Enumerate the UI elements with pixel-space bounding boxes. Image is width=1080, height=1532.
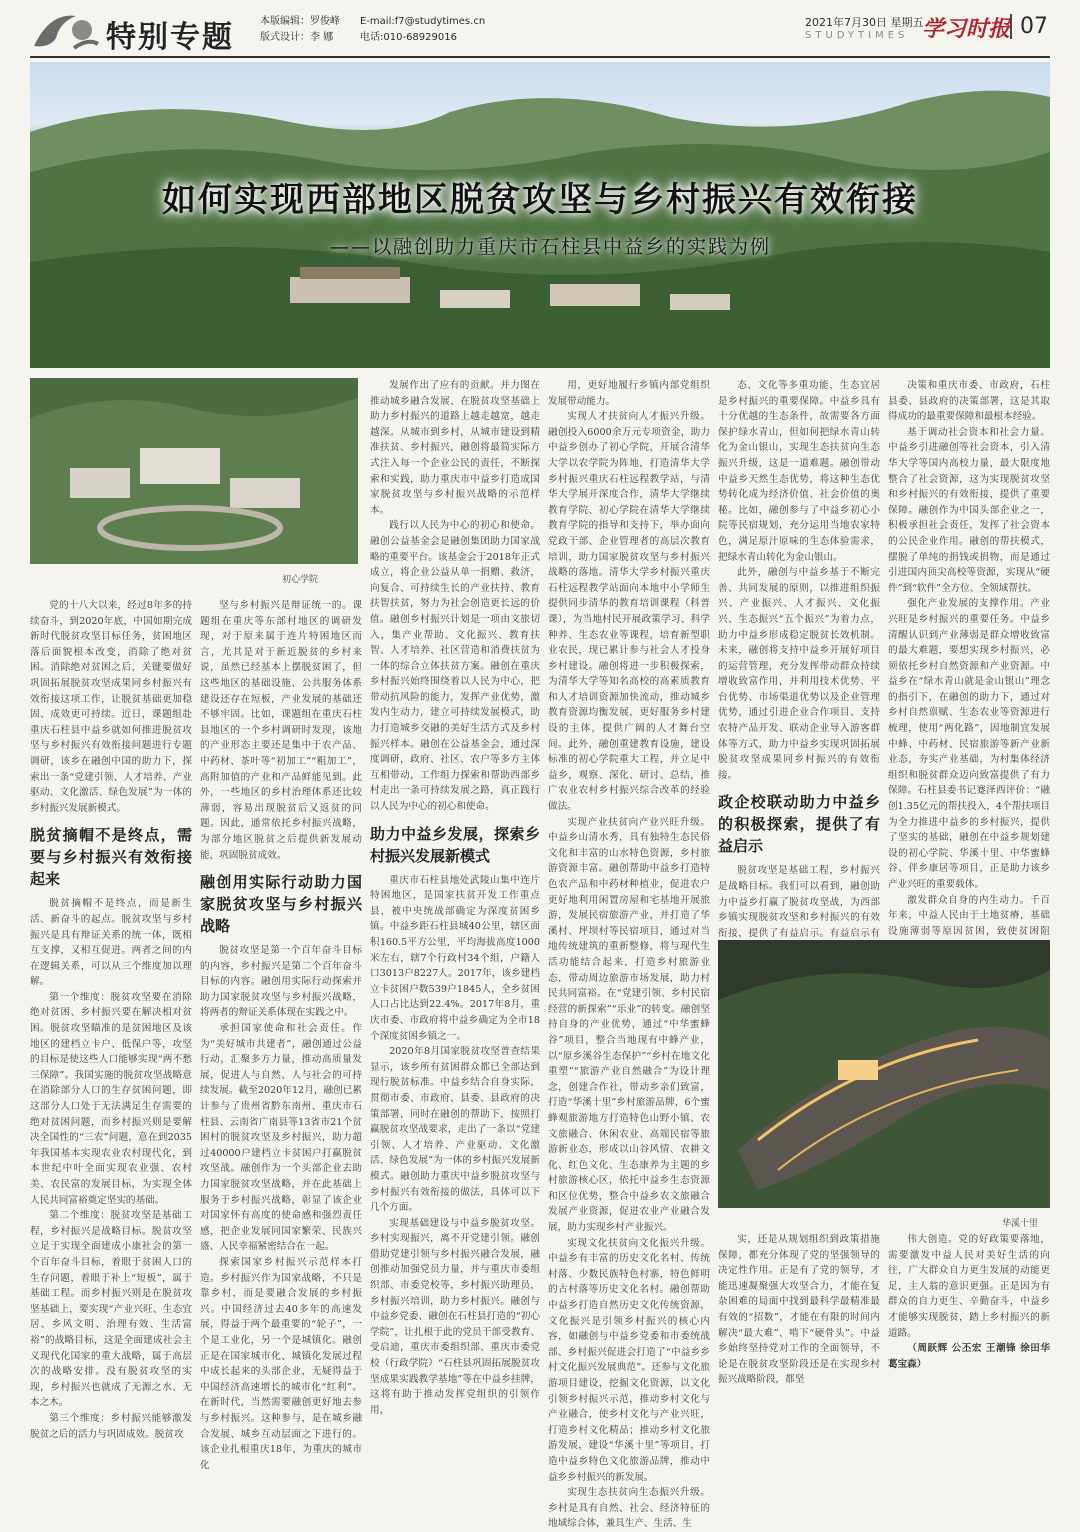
paper-name: 学习时报	[922, 16, 1011, 42]
paragraph: 脱贫摘帽不是终点，而是新生活、新奋斗的起点。脱贫攻坚与乡村振兴是具有辩证关系的统一体，既相互支撑，又相互促进。两者之间的内在逻辑关系，可以从三个维度加以理解。	[30, 898, 192, 988]
paragraph: 坚与乡村振兴是辩证统一的。课题组在重庆等东部村地区的调研发现，对于原来属于连片特困地区而言，尤其是对于新近脱贫的乡村来说，虽然已经基本上摆脱贫困了，但这些地区的基础设施、公共服务体系建设还存在短板，产业发展的基础还不够牢固。比如，课题组在重庆石柱县地区的一个乡村调研时发现，该地的产业形态主要还是集中于农产品、中药材、茶叶等“初加工”“粗加工”，高附加值的产业和产品鲜能见到。此外，一些地区的乡村治理体系还比较薄弱，容易出现脱贫后又返贫的问题。因此，通常依托乡村振兴战略，为部分地区脱贫之后提供新发展动能，巩固脱贫成效。	[200, 600, 362, 861]
subheading-3: 助力中益乡发展，探索乡村振兴发展新模式	[370, 824, 540, 865]
article-title: 如何实现西部地区脱贫攻坚与乡村振兴有效衔接	[162, 180, 918, 220]
paragraph: 发展作出了应有的贡献。并力图在推动城乡融合发展、在脱贫攻坚基础上助力乡村振兴的道路上越走越宽，越走越深。从城市到乡村，从城市建设到精准扶贫、乡村振兴，融创将最简实际方式注入每一个企业公民的责任，不断探索和实践，助力重庆市中益乡打造成国家脱贫攻坚与乡村振兴战略的示范样本。	[370, 380, 540, 516]
paragraph: 此外，融创与中益乡基于不断完善、共同发展的原则，以推进组织振兴、产业振兴、人才振兴、文化振兴、生态振兴“五个振兴”为着力点，助力中益乡形成稳定脱贫长效机制。未来，融创将支持中益乡开展好项目的运营管理，充分发挥带动群众持续增收致富作用，并利用技术优势、平台优势、市场渠道优势以及企业管理优势，通过引进企业合作项目、支持农特产品开发、联动企业导入游客群体等方式，助力中益乡实现巩固拓展脱贫攻坚成果同乡村振兴的有效衔接。	[718, 567, 880, 781]
subheading-1: 脱贫摘帽不是终点，需要与乡村振兴有效衔接起来	[30, 826, 192, 889]
header-rule	[30, 56, 1050, 58]
editor-line: 本版编辑：罗俊峰	[260, 16, 340, 27]
paragraph: 2020年8月国家脱贫攻坚普查结果显示，该乡所有贫困群众都已全部达到现行脱贫标准。中益乡结合自身实际，贯彻市委、市政府、县委、县政府的决策部署，同时在融创的帮助下，按照打赢脱贫攻坚战要求，走出了一条以“党建引领、人才培养、产业驱动、文化激活、绿色发展”为一体的乡村振兴发展新模式。融创助力重庆中益乡脱贫攻坚与乡村振兴有效衔接的做法，具体可以下几个方面。	[370, 1046, 540, 1214]
paragraph: 实现产业扶贫向产业兴旺升级。中益乡山清水秀，具有独特生态民俗文化和丰富的山水特色资源，乡村旅游资源丰富。融创帮助中益乡打造特色农产品和中药材种植业，促进农户更好地利用闲置房屋和宅基地开展旅游，发展民宿旅游产业，并打造了华溪村、坪坝村等民宿项目，通过对当地传统建筑的重新整修，将与现代生活功能结合起来，打造乡村旅游业态，带动周边旅游市场发展，助力村民共同富裕。在“党建引领、乡村民宿经营的新探索”“乐业”的转变。融创坚持自身的产业优势，通过“中华蜜蜂谷”项目，整合当地现有中蜂产业，以“原乡溪谷生态保护”“乡村在地文化重塑”“旅游产业自然融合”为设计理念，创建合作社，带动乡亲们致富，打造“华溪十里”乡村旅游品牌，6个蜜蜂观旅游地方打造特色山野小镇、农文旅融合、休闲农业、高端民宿等旅游新业态，形成以山谷风情、农耕文化、红色文化、生态康养为主题的乡村旅游核心区，依托中益乡生态资源和区位优势，整合中益乡农文旅融合发展产业资源，促进农业产业融合发展，助力实现乡村产业振兴。	[548, 816, 710, 1234]
article-column-5	[718, 378, 880, 938]
paragraph: 伟大创造。党的好政策要落地，需要激发中益人民对美好生活的向往，广大群众自力更生发展的动能更足，主人翁的意识更强。正是因为有群众的自力更生、辛勤奋斗，中益乡才能够实现脱贫，踏上乡村振兴的新道路。	[888, 1234, 1050, 1339]
paragraph: 第二个维度：脱贫攻坚是基础工程，乡村振兴是战略目标。脱贫攻坚立足于实现全面建成小康社会的第一个百年奋斗目标，着眼于贫困人口的生存问题，着眼于补上“短板”，属于基础工程。而乡村振兴则是在脱贫攻坚基础上，要实现“产业兴旺、生态宜居、乡风文明、治理有效、生活富裕”的战略目标，这是全面建成社会主义现代化国家的重大战略，属于高层次的战略安排。没有脱贫攻坚的实现，乡村振兴也就成了无源之水、无本之木。	[30, 1210, 192, 1409]
paragraph: 探索国家乡村振兴示范样本打造。乡村振兴作为国家战略，不只是靠乡村，而是要融合发展的乡村振兴。中国经济过去40多年的高速发展，得益于两个最重要的“轮子”，一个是工业化，另一个是城镇化。融创正是在国家城市化、城镇化发展过程中成长起来的头部企业，无疑得益于中国经济高速增长的城市化“红利”。在新时代，当然需要融创更好地去参与乡村振兴。这种参与，是在城乡融合发展、城乡互动层面之下进行的。该企业扎根重庆18年，为重庆的城市化	[200, 1256, 362, 1471]
article-column-1	[30, 598, 192, 1440]
page-header	[0, 0, 1080, 58]
paragraph: 实现人才扶贫向人才振兴升级。融创投入6000余万元专项资金，助力中益乡创办了初心学院，开展合清华大学以农学院为阵地，打造清华大学乡村振兴重庆石柱远程教学站，与清华大学展开深度合作，清华大学继续教育学院、初心学院在清华大学继续教育学院的指导和支持下，举办面向党政干部、企业管理者的高层次教育培训，助力国家脱贫攻坚与乡村振兴战略的落地。清华大学乡村振兴重庆石柱远程教学站面向本地中小学师生提供同步清华的教育培训课程（科普课），为当地村民开展政策学习、科学种养、生态农业等课程，培育新型职业农民，现已累计参与社会人才投身乡村建设。融创将进一步积极探索，为清华大学等知名高校的高素质教育和人才培训资源加快流动，推动城乡教育资源均衡发展，更好服务乡村建设的主体，提供广阔的人才舞台空间。此外，融创重建教育设施，建设标准的初心学院重大工程，并立足中益乡，观察、深化、研讨、总结，推广农业农村乡村振兴综合改革的经验做法。	[548, 411, 710, 813]
paragraph: 脱贫攻坚是第一个百年奋斗目标的内容，乡村振兴是第二个百年奋斗目标的内容。融创用实际行动探索并助力国家脱贫攻坚与乡村振兴战略，将两者的辩证关系体现在实践之中。	[200, 945, 362, 1019]
article-column-2	[200, 598, 362, 1471]
subheading-4: 政企校联动助力中益乡的积极探索，提供了有益启示	[718, 793, 880, 856]
paragraph: 基于调动社会资本和社会力量。中益乡引进融创等社会资本，引入清华大学等国内高校力量，最大限度地整合了社会资源，这为实现脱贫攻坚和乡村振兴的有效衔接，提供了重要保障。融创作为中国头部企业之一，积极承担社会责任，发挥了社会资本的公民企业作用。融创的帮扶模式，摆脱了单纯的捐钱或捐物，而是通过引进国内顶尖高校等资源，实现从“硬件”到“软件”全方位、全领域帮扶。	[888, 426, 1050, 594]
paragraph: 态、文化等多重功能，生态宜居是乡村振兴的重要保障。中益乡具有十分优越的生态条件，故需要各方面保护绿水青山，但如何把绿水青山转化为金山银山，实现生态扶贫向生态振兴升级，这是一道难题。融创带动中益乡天然生态优势，将这种生态优势转化成为经济价值、社会价值的奥秘。比如，融创参与了中益乡初心小院等民宿规划，充分运用当地农家特色，满足原汁原味的生态体验需求，把绿水青山转化为金山银山。	[718, 380, 880, 563]
paper-en-name: STUDYTIMES	[805, 30, 909, 41]
article-subtitle: ——以融创助力重庆市石柱县中益乡的实践为例	[330, 236, 772, 258]
paragraph: 重庆市石柱县地处武陵山集中连片特困地区，是国家扶贫开发工作重点县，被中央统战部确定为深度贫困乡镇。中益乡距石柱县城40公里，辖区面积160.5平方公里，平均海拔高度1000米左右，辖7个行政村34个组，户籍人口3013户8227人。2017年，该乡建档立卡贫困户数539户1845人，全乡贫困人口占比达到22.4%。2017年8月，重庆市委、市政府将中益乡确定为全市18个深度贫困乡镇之一。	[370, 874, 540, 1042]
paragraph: 实现生态扶贫向生态振兴升级。乡村是具有自然、社会、经济特征的地域综合体，兼具生产、生活、生	[548, 1487, 710, 1530]
paper-logo-icon	[30, 8, 100, 52]
paragraph: 脱贫攻坚是基础工程，乡村振兴是战略目标。我们可以看到，融创助力中益乡打赢了脱贫攻坚战，为西部乡镇实现脱贫攻坚和乡村振兴的有效衔接，提供了有益启示。有益启示有	[718, 865, 880, 939]
paragraph: 践行以人民为中心的初心和使命。融创公益基金会是融创集团助力国家战略的重要平台。该基金会于2018年正式成立，将企业公益从单一捐赠、救济，向复合、可持续生长的产业扶持、教育扶智扶贫，努力为社会创造更长远的价值。融创乡村振兴计划是一项由文旅切入，集产业帮助、文化振兴、教育扶智、人才培养、社区营造和消费扶贫为一体的综合立体扶贫方案。融创在重庆乡村振兴始终围绕着以人民为中心，把带动抗风险的能力，发挥产业优势，激发内生动力，建立可持续发展模式，助力打造城乡交融的美好生活方式及乡村振兴样本。融创在公益基金会，通过深度调研，政府、社区、农户等多方主体互相带动，工作组力探索和帮助西部乡村走出一条可持续发展之路，真正践行以人民为中心的初心和使命。	[370, 520, 540, 813]
hero-banner	[30, 62, 1050, 368]
paragraph: 决策和重庆市委、市政府，石柱县委、县政府的决策部署，这是其取得成功的最重要保障和最根本经验。	[888, 380, 1050, 423]
page-number: 07	[1010, 14, 1048, 39]
paragraph: 实现基础建设与中益乡脱贫攻坚。乡村实现振兴，离不开党建引领。融创借助党建引领与乡村振兴融合发展，融创推动加强党员力量，并与重庆市委组织部、市委党校等，乡村振兴助理员，乡村振兴培训，助力乡村振兴。融创与中益乡党委、融创在石柱县打造的“初心学院”，让扎根于此的党员干部受教育、受启迪，重庆市委组织部、重庆市委党校（行政学院）“石柱县巩固拓展脱贫攻坚成果实践教学基地”等在中益乡挂牌，这将有助于推动发挥党组织的引领作用，	[370, 1217, 540, 1416]
photo2-caption: 华溪十里	[1002, 1219, 1039, 1229]
photo1-caption: 初心学院	[282, 575, 319, 585]
intro-paragraph: 党的十八大以来，经过8年多的持续奋斗，到2020年底，中国如期完成新时代脱贫攻坚目标任务，贫困地区落后面貌根本改变，消除了绝对贫困。消除绝对贫困之后，关键要做好巩固拓展脱贫攻坚成果同乡村振兴有效衔接这项工作，让脱贫基础更加稳固、成效更可持续。近日，课题组赴重庆石柱县中益乡就如何推进脱贫攻坚与乡村振兴有效衔接问题进行专题调研，该乡在融创中国的助力下，探索出一条“党建引领、人才培养、产业驱动、文化激活、绿色发展”为一体的乡村振兴发展新模式。	[30, 600, 192, 814]
article-column-3	[370, 378, 540, 1416]
author-line: （周跃辉 公丕宏 王潮锋 徐田华 葛宝森）	[888, 1343, 1050, 1370]
contact-info	[360, 14, 485, 46]
subheading-2: 融创用实际行动助力国家脱贫攻坚与乡村振兴战略	[200, 873, 362, 936]
paragraph: 强化产业发展的支撑作用。产业兴旺是乡村振兴的重要任务。中益乡清醒认识到产业薄弱是群众增收致富的最大难题，要想实现乡村振兴，必须依托乡村自然资源和产业资源。中益乡在“绿水青山就是金山银山”理念的指引下，在融创的助力下，通过对乡村自然禀赋、生态农业等资源进行梳理，使用“两化路”，因地制宜发展中蜂、中药材、民宿旅游等新产业新业态，夯实产业基础，为村集体经济组织和脱贫群众迈向致富提供了有力保障。石柱县委书记蹇泽西评价：“融创1.35亿元的帮扶投入，4个帮扶项目为全力推进中益乡的乡村振兴，提供了坚实的基础，融创在中益乡规划建设的初心学院、华溪十里、中华蜜蜂谷、伴乡康居等项目，正是助力该乡产业兴旺的重要载体。	[888, 598, 1050, 890]
article-column-6	[888, 378, 1050, 938]
phone: 电话:010-68929016	[360, 32, 457, 43]
article-column-4	[548, 378, 710, 1530]
paragraph: 第一个维度：脱贫攻坚要在消除绝对贫困、乡村振兴要在解决相对贫困。脱贫攻坚瞄准的是贫困地区及该地区的建档立卡户、低保户等，攻坚的目标是使这些人口能够实现“两不愁三保障”。我国实施的脱贫攻坚战略意在消除部分人口的生存贫困问题，即这部分人口处于无法满足生存需要的绝对贫困问题，而乡村振兴则是要解决全国性的“三农”问题，意在到2035年我国基本实现农业农村现代化，到本世纪中叶全面实现农业强、农村美、农民富的发展目标，为实现全体人民共同富裕奠定坚实的基础。	[30, 991, 192, 1206]
design-line: 版式设计：李 娜	[260, 32, 334, 43]
photo-chuxin-academy	[30, 378, 358, 564]
article-column-7	[718, 1232, 880, 1386]
article-column-8	[888, 1232, 1050, 1368]
paragraph: 第三个维度：乡村振兴能够激发脱贫之后的活力与巩固成效。脱贫攻	[30, 1412, 192, 1440]
editor-credits	[260, 14, 340, 46]
photo-huaxi-shili	[718, 940, 1050, 1208]
paragraph: 用，更好地履行乡镇内部党组织发展带动能力。	[548, 380, 710, 407]
issue-date: 2021年7月30日 星期五	[805, 16, 924, 29]
section-title: 特别专题	[106, 20, 234, 55]
paragraph: 实，还是从规划组织到政策措施保障，都充分体现了党的坚强领导的决定性作用。正是有了党的领导，才能迅速凝聚强大攻坚合力，才能在复杂困难的局面中找到最科学最精准最有效的“招数”，才能在有限的时间内解决“最大难”、啃下“硬骨头”。中益乡始终坚持党对工作的全面领导，不论是在脱贫攻坚阶段还是在实现乡村振兴战略阶段，都坚	[718, 1234, 880, 1386]
paragraph: 承担国家使命和社会责任。作为“美好城市共建者”，融创通过公益行动，汇聚多方力量，推动高质量发展，促进人与自然、人与社会的可持续发展。截至2020年12月，融创已累计参与了贵州省黔东南州、重庆市石柱县、云南省广南县等13省市21个贫困村的脱贫攻坚及乡村振兴，助力超过40000户建档立卡贫困户打赢脱贫攻坚战。融创作为一个头部企业去助力国家脱贫攻坚战略，并在此基础上服务于乡村振兴战略，彰显了该企业对国家怀有高度的使命感和强烈责任感，把企业发展同国家繁荣、民族兴盛、人民幸福紧密结合在一起。	[200, 1023, 362, 1253]
paragraph: 激发群众自身的内生动力。千百年来，中益人民由于土地贫瘠，基础设施薄弱等原因贫困，致使贫困阻	[888, 894, 1050, 937]
email: E-mail:f7@studytimes.cn	[360, 16, 486, 27]
paragraph: 实现文化扶贫向文化振兴升级。中益乡有丰富的历史文化名村、传统村落、少数民族特色村寨，特色鲜明的古村落等历史文化名村。融创帮助中益乡打造自然历史文化传统资源，文化振兴是引领乡村振兴的核心内容，如融创与中益乡党委和市委统战部、乡村振兴促进会打造了“中益乡乡村文化振兴发展典范”。还参与文化旅游项目建设，挖掘文化资源，以文化引领乡村振兴示范，推动乡村文化与产业融合，使乡村文化与产业兴旺，打造乡村文化精品；推动乡村文化旅游发展，建设“华溪十里”等项目，打造中益乡特色文化旅游品牌，推动中益乡乡村振兴的新发展。	[548, 1237, 710, 1483]
